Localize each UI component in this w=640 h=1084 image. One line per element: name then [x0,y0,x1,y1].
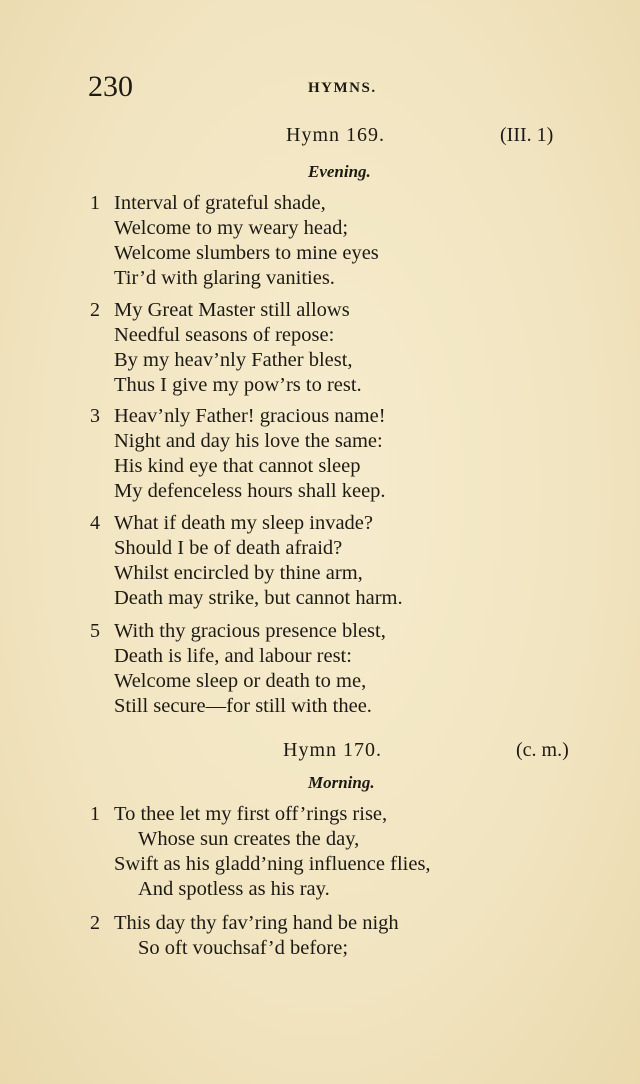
running-head [88,70,580,110]
hymn-170-title: Hymn 170. [283,739,382,761]
verse-line: Whose sun creates the day, [138,828,360,850]
hymn-169-subtitle: Evening. [308,162,371,181]
page-number: 230 [88,70,133,103]
verse-line: With thy gracious presence blest, [114,620,386,642]
verse-line: Death may strike, but cannot harm. [114,587,403,609]
verse-line: This day thy fav’ring hand be nigh [114,912,399,934]
stanza-number: 5 [90,620,100,642]
hymn-169-meter: (III. 1) [500,124,554,146]
verse-line: Still secure—for still with thee. [114,695,372,717]
hymn-170-meter: (c. m.) [516,739,569,761]
verse-line: His kind eye that cannot sleep [114,455,361,477]
verse-line: Welcome to my weary head; [114,217,349,239]
hymn-169-title: Hymn 169. [286,124,385,146]
verse-line: Welcome sleep or death to me, [114,670,367,692]
hymn-170-subtitle: Morning. [308,773,375,792]
verse-line: So oft vouchsaf’d before; [138,937,349,959]
verse-line: Should I be of death afraid? [114,537,343,559]
verse-line: Heav’nly Father! gracious name! [114,405,386,427]
verse-line: Thus I give my pow’rs to rest. [114,374,362,396]
stanza-number: 2 [90,912,100,934]
running-title: HYMNS. [308,80,377,96]
stanza-number: 1 [90,803,100,825]
verse-line: Whilst encircled by thine arm, [114,562,363,584]
verse-line: Death is life, and labour rest: [114,645,352,667]
stanza-number: 2 [90,299,100,321]
verse-line: Interval of grateful shade, [114,192,326,214]
verse-line: By my heav’nly Father blest, [114,349,353,371]
verse-line: Swift as his gladd’ning influence flies, [114,853,431,875]
verse-line: What if death my sleep invade? [114,512,373,534]
verse-line: Tir’d with glaring vanities. [114,267,335,289]
verse-line: Night and day his love the same: [114,430,383,452]
verse-line: And spotless as his ray. [138,878,330,900]
stanza-number: 4 [90,512,100,534]
verse-line: Welcome slumbers to mine eyes [114,242,379,264]
stanza-number: 1 [90,192,100,214]
verse-line: To thee let my first off’rings rise, [114,803,388,825]
verse-line: Needful seasons of repose: [114,324,335,346]
stanza-number: 3 [90,405,100,427]
verse-line: My defenceless hours shall keep. [114,480,386,502]
verse-line: My Great Master still allows [114,299,350,321]
